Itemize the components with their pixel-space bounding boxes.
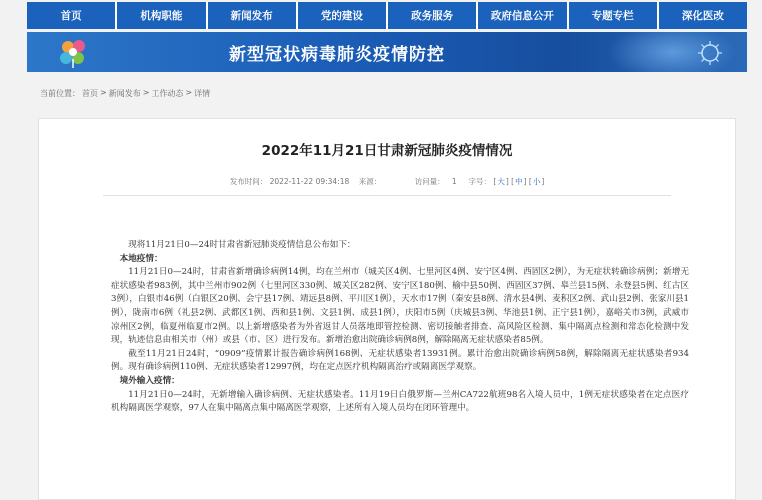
article-body [111,239,689,416]
breadcrumb-label: 当前位置： [40,89,80,98]
breadcrumb-news[interactable]: 新闻发布 [108,89,141,98]
breadcrumb-separator: > [185,88,193,97]
local-paragraph-1: 11月21日0—24时，甘肃省新增确诊病例14例，均在兰州市（城关区4例、七里河区4例、安宁区4例、西固区2例），为无症状转确诊病例；新增无症状感染者983例，其中兰州市902例（七里河区330例、城关区282例、安宁区180例、榆中县50例、西固区37例、皋兰县15例、永登县5例、红古区3例），白银市46例（白银区20例、会宁县17例、靖远县8例、平川区1例），天水市17例（秦安县8例、清水县4例、麦积区2例、武山县2例、张家川县1例），陇南市6例（礼县2例、武都区1例、西和县1例、文县1例、成县1例），庆阳市5例（庆城县3例、华池县1例、正宁县1例），嘉峪关市3例，武威市凉州区2例，临夏州临夏市2例。以上新增感染者为外省返甘人员落地即管控检测、密切接触者排查、高风险区检测、集中隔离点检测和常态化检测中发现，轨迹信息由相关市（州）或县（市、区）进行发布。新增治愈出院确诊病例8例，解除隔离无症状感染者85例。 [111,267,689,346]
visits-count: 1 [451,177,457,186]
nav-item-home[interactable]: 首页 [27,2,115,29]
main-nav [27,2,747,29]
breadcrumb [40,88,210,99]
import-paragraph-1: 11月21日0—24时，无新增输入确诊病例、无症状感染者。11月19日白俄罗斯—兰州CA722航班98名入境人员中，1例无症状感染者在定点医疗机构隔离医学观察，97人在集中隔离点集中隔离医学观察，上述所有入境人员均在闭环管理中。 [111,389,689,414]
nav-item-party[interactable]: 党的建设 [298,2,386,29]
flower-logo-icon [54,37,94,69]
breadcrumb-work-updates[interactable]: 工作动态 [151,89,184,98]
nav-item-topics[interactable]: 专题专栏 [569,2,657,29]
local-heading: 本地疫情： [119,253,163,264]
breadcrumb-current: 详情 [194,89,211,98]
local-paragraph-2: 截至11月21日24时，“0909”疫情累计报告确诊病例168例、无症状感染者13931例。累计治愈出院确诊病例58例，解除隔离无症状感染者934例。现有确诊病例110例、无症状感染者12997例，均在定点医疗机构隔离治疗或隔离医学观察。 [111,348,689,373]
nav-item-services[interactable]: 政务服务 [388,2,476,29]
nav-item-gov-info[interactable]: 政府信息公开 [478,2,566,29]
font-size-large-button[interactable]: 大 [497,177,505,186]
article-title: 2022年11月21日甘肃新冠肺炎疫情情况 [261,143,513,159]
article-meta: 发布时间： 2022-11-22 09:34:18 来源： 访问量： 1 字号： [大] [中] [小] [229,177,545,186]
article-intro: 现将11月21日0—24时甘肃省新冠肺炎疫情信息公布如下： [128,240,356,250]
nav-item-news[interactable]: 新闻发布 [208,2,296,29]
font-size-medium-button[interactable]: 中 [515,177,523,186]
banner-title: 新型冠状病毒肺炎疫情防控 [229,45,445,65]
nav-item-institution[interactable]: 机构职能 [117,2,205,29]
source-label: 来源： [358,177,382,186]
font-size-small-button[interactable]: 小 [532,177,541,186]
visits-label: 访问量： [414,177,445,186]
breadcrumb-separator: > [100,88,107,97]
nav-item-reform[interactable]: 深化医改 [659,2,747,29]
banner [27,32,747,72]
publish-time: 2022-11-22 09:34:18 [269,177,350,186]
import-heading: 境外输入疫情： [119,375,180,386]
font-size-label: 字号： [468,177,492,186]
article-card [38,118,736,500]
breadcrumb-home[interactable]: 首页 [82,89,98,98]
publish-time-label: 发布时间： [229,177,268,186]
meta-divider [103,195,671,196]
virus-icon [695,38,725,68]
breadcrumb-separator: > [142,88,150,97]
